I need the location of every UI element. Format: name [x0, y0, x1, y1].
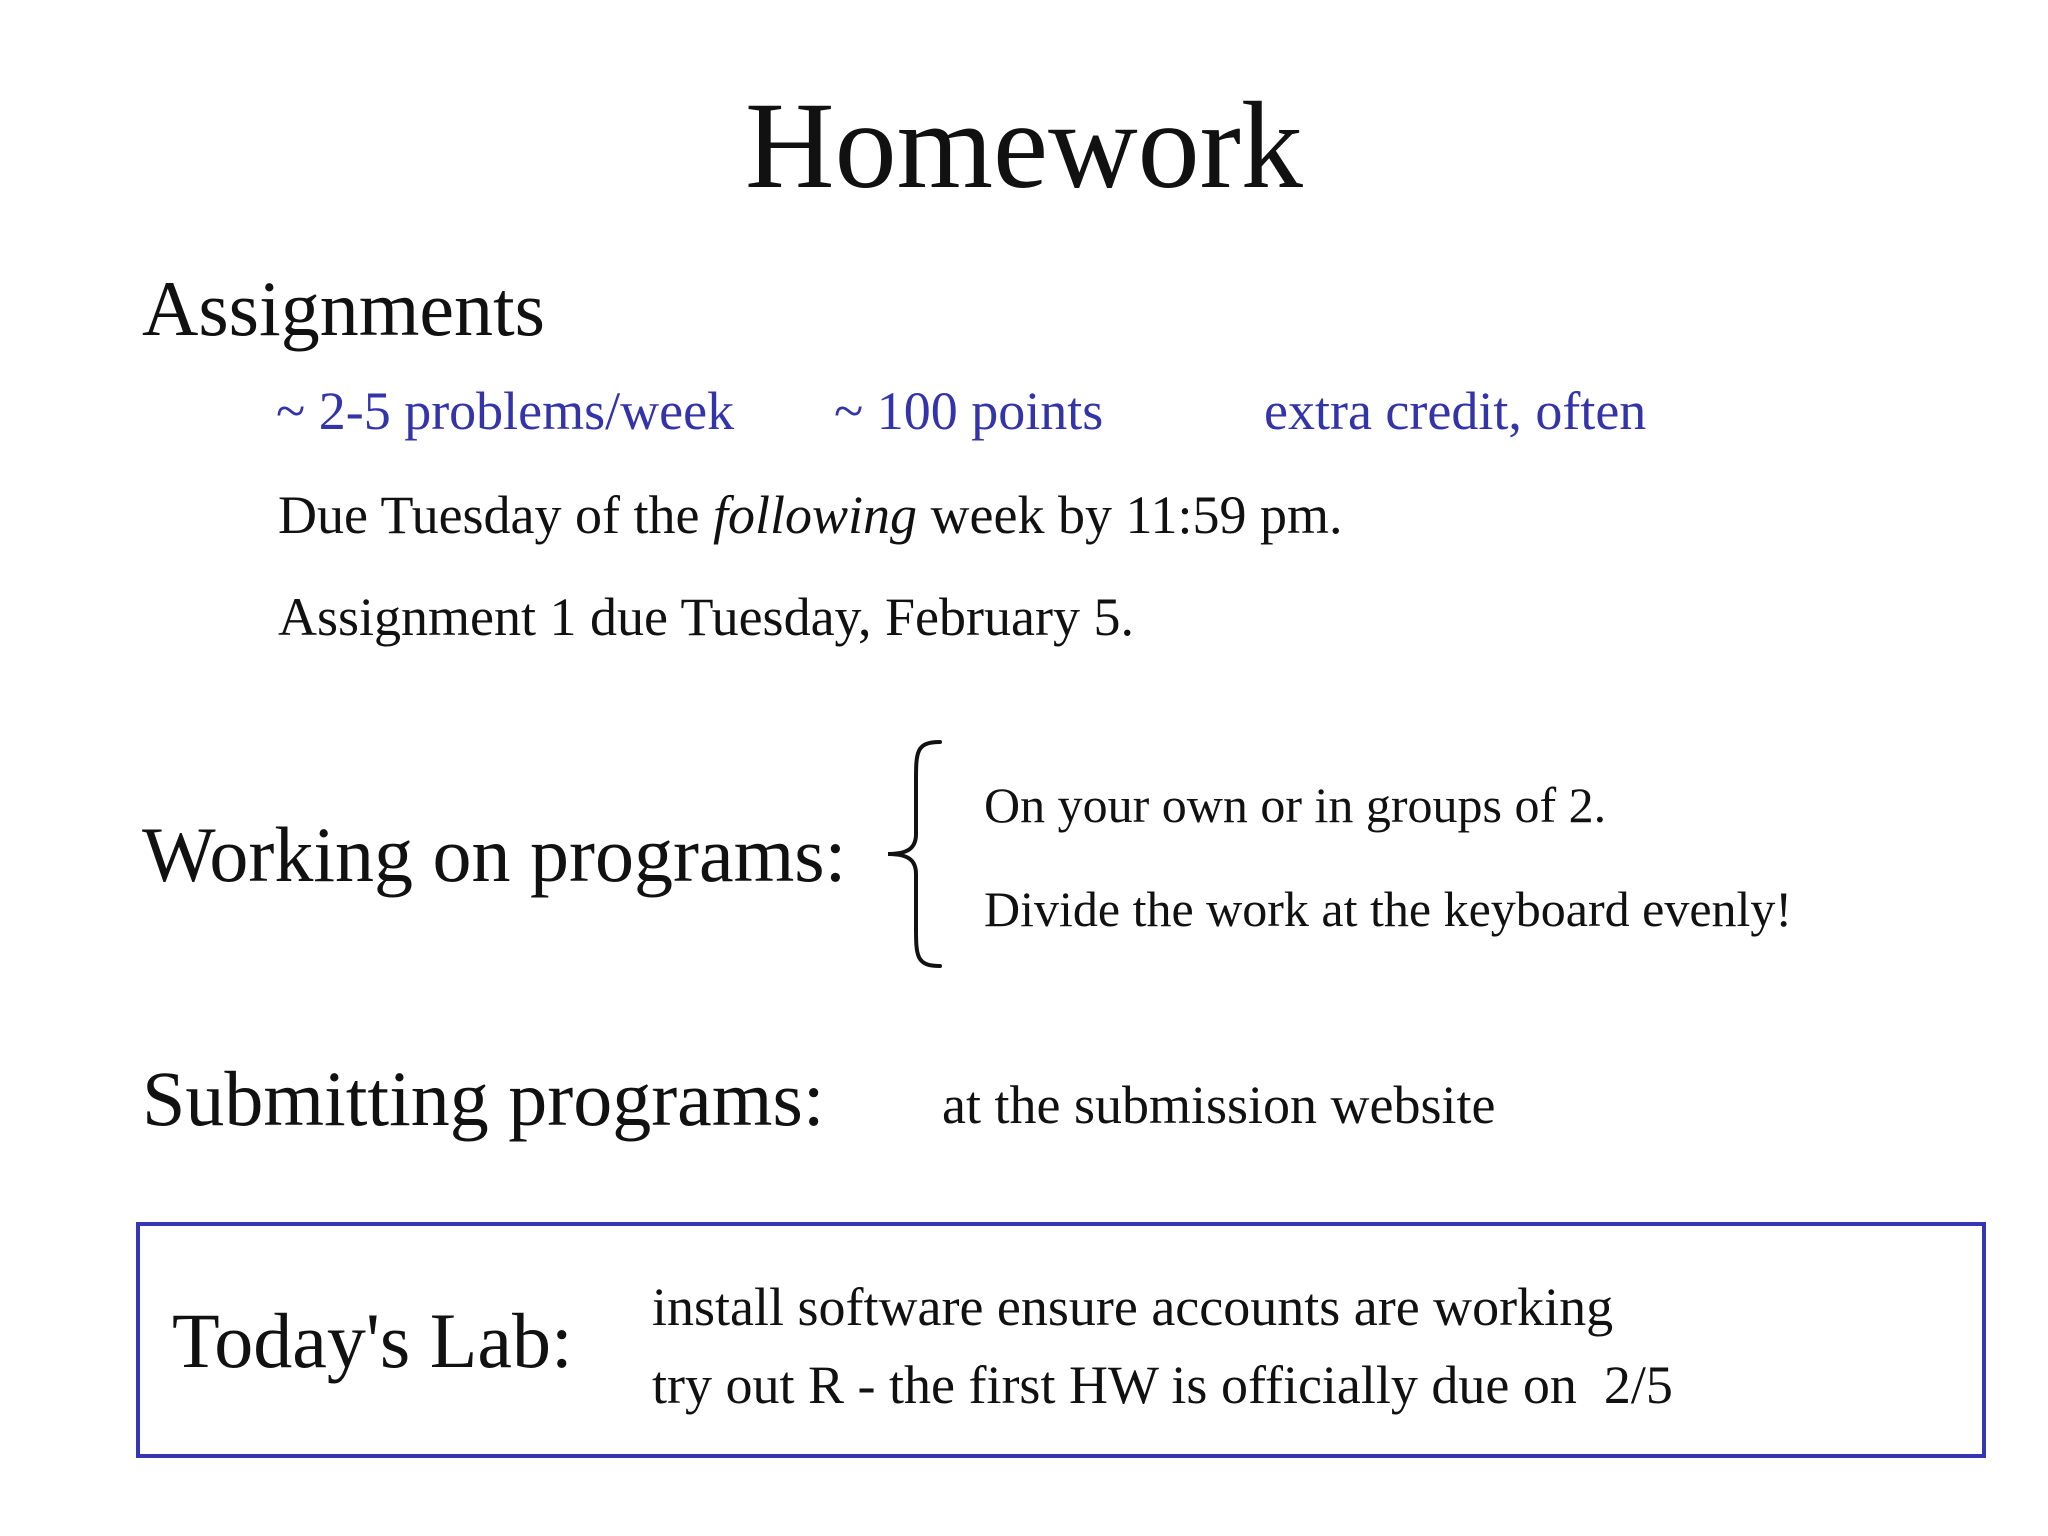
curly-brace-icon	[878, 738, 948, 970]
lab-heading: Today's Lab:	[172, 1297, 573, 1384]
due-date-rule	[278, 485, 1343, 545]
due-prefix: Due Tuesday of the	[278, 485, 713, 545]
submission-location: at the submission website	[942, 1075, 1496, 1135]
lab-task-try-r: try out R - the first HW is officially due on 2/5	[652, 1355, 1673, 1415]
working-option-own-or-pair: On your own or in groups of 2.	[984, 777, 1607, 833]
extra-credit-note: extra credit, often	[1264, 381, 1647, 441]
lab-task-install: install software ensure accounts are working	[652, 1277, 1614, 1337]
slide-title: Homework	[745, 77, 1303, 214]
due-emphasis: following	[712, 485, 918, 545]
working-heading: Working on programs:	[142, 811, 847, 898]
working-option-divide-work: Divide the work at the keyboard evenly!	[984, 881, 1793, 937]
points-per-assignment: ~ 100 points	[834, 381, 1104, 441]
due-suffix: week by 11:59 pm.	[917, 485, 1343, 545]
assignments-heading: Assignments	[142, 265, 546, 352]
first-assignment-due: Assignment 1 due Tuesday, February 5.	[278, 587, 1134, 647]
submitting-heading: Submitting programs:	[142, 1055, 825, 1142]
problems-per-week: ~ 2-5 problems/week	[276, 381, 735, 441]
